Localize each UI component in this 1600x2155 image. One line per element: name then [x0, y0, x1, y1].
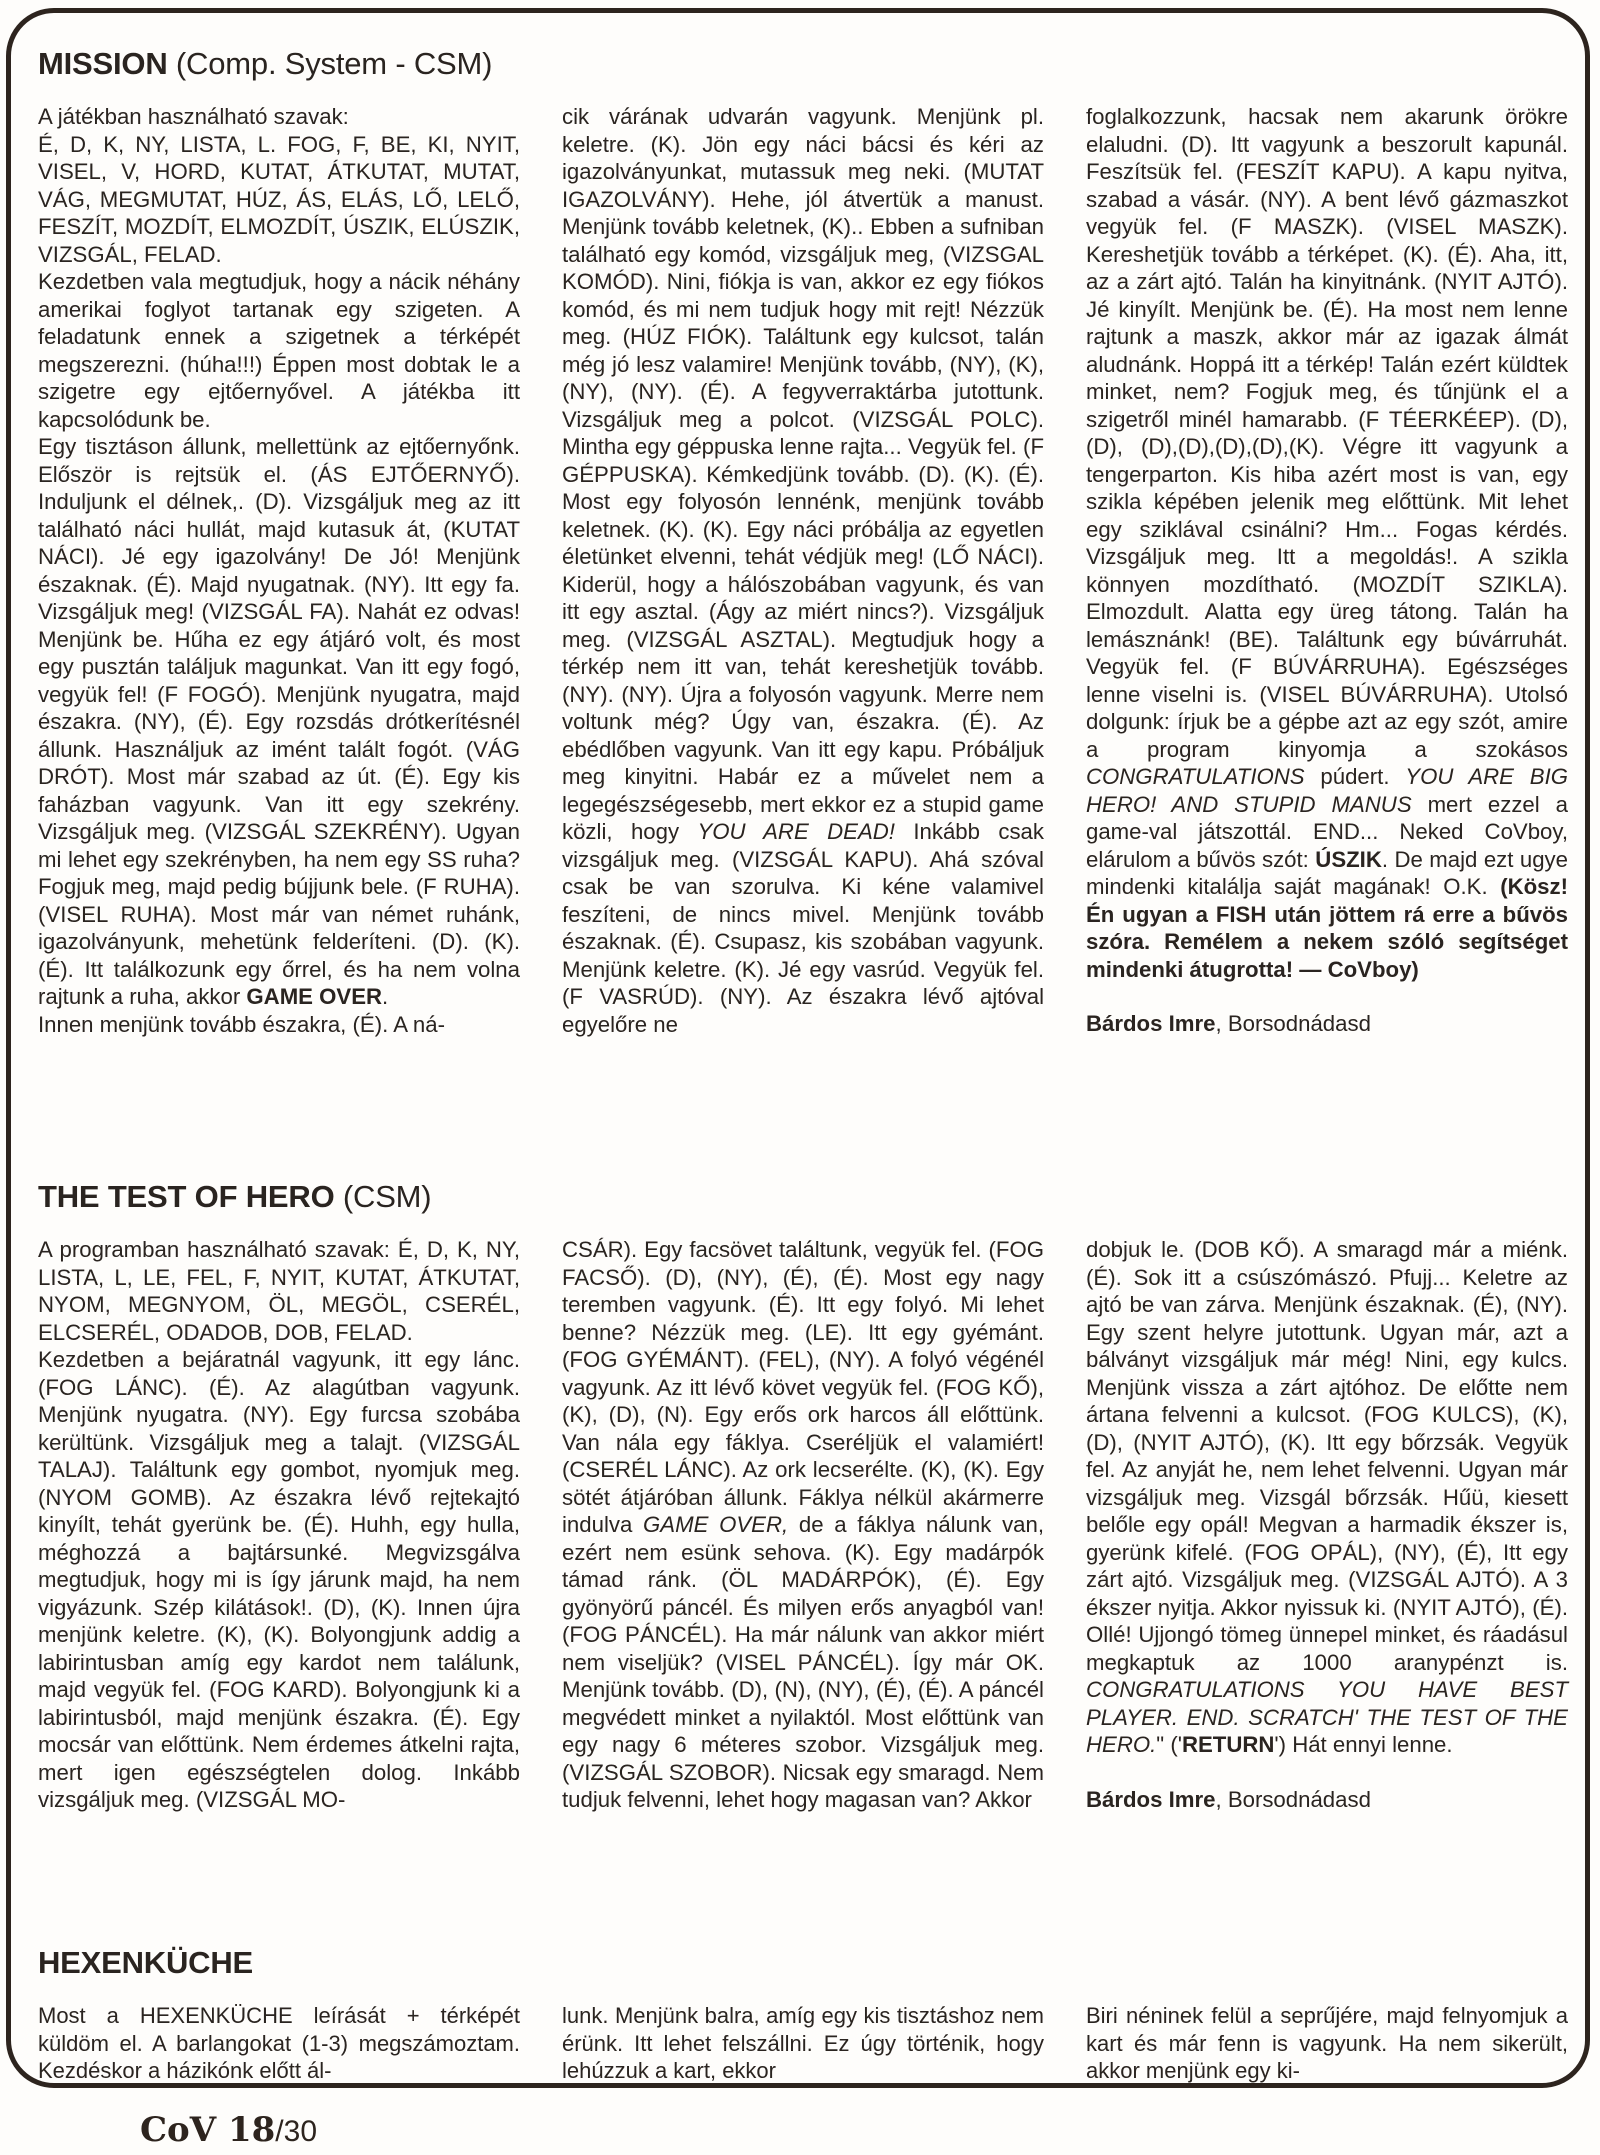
- column-2: [562, 103, 1044, 1038]
- article-columns: [38, 103, 1568, 1038]
- paragraph: cik várának udvarán vagyunk. Menjünk pl. keletre. (K). Jön egy náci bácsi és kéri az igazolványunkat, mutassuk meg neki. (MUTAT IGAZOLVÁNY). Hehe, jól átvertük a manust. Menjünk tovább keletnek, (K).. Ebben a sufniban található egy komód, vizsgáljuk meg, (VIZSGAL KOMÓD). Nini, fiókja is van, akkor ez egy fiókos komód, és mi nem tudjuk hogy mit rejt! Nézzük meg. (HÚZ FIÓK). Találtunk egy kulcsot, talán még jó lesz valamire! Menjünk tovább, (NY), (K), (NY), (NY). (É). A fegyverraktárba jutottunk. Vizsgáljuk meg a polcot. (VIZSGÁL POLC). Mintha egy géppuska lenne rajta... Vegyük fel. (F GÉPPUSKA). Kémkedjünk tovább. (D). (K). (É). Most egy folyosón lennénk, menjünk tovább keletnek. (K). (K). Egy náci próbálja az egyetlen életünket elvenni, tehát védjük meg! (LŐ NÁCI). Kiderül, hogy a hálószobában vagyunk, és van itt egy asztal. (Ágy az miért nincs?). Vizsgáljuk meg. (VIZSGÁL ASZTAL). Megtudjuk hogy a térkép nem itt van, tehát kereshetjük tovább. (NY). (NY). Újra a folyosón vagyunk. Merre nem voltunk még? Úgy van, északra. (É). Az ebédlőben vagyunk. Van itt egy kapu. Próbáljuk meg kinyitni. Habár ez a művelet nem a legegészségesebb, mert ekkor ez a stupid game közli, hogy YOU ARE DEAD! Inkább csak vizsgáljuk meg. (VIZSGÁL KAPU). Ahá szóval csak be van szorulva. Ki kéne valamivel feszíteni, de nincs mivel. Menjünk tovább északnak. (É). Csupasz, kis szobában vagyunk. Menjünk keletre. (K). Jé egy vasrúd. Vegyük fel. (F VASRÚD). (NY). Az északra lévő ajtóval egyelőre ne: [562, 104, 1044, 1037]
- column-3: [1086, 103, 1568, 1038]
- paragraph: CSÁR). Egy facsövet találtunk, vegyük fel. (FOG FACSŐ). (D), (NY), (É), (É). Most egy nagy teremben vagyunk. (É). Itt egy folyó. Mi lehet benne? Nézzük meg. (LE). Itt egy gyémánt. (FOG GYÉMÁNT). (FEL), (NY). A folyó végénél vagyunk. Az itt lévő követ vegyük fel. (FOG KŐ), (K), (D), (N). Egy erős ork harcos áll előttünk. Van nála egy fáklya. Cseréljük el valamiért! (CSERÉL LÁNC). Az ork lecserélte. (K), (K). Egy sötét átjáróban állunk. Fáklya nélkül akármerre indulva GAME OVER, de a fáklya nálunk van, ezért nem esünk sehova. (K). Egy madárpók támad ránk. (ÖL MADÁRPÓK), (É). Egy gyönyörű páncél. És milyen erős anyagból van! (FOG PÁNCÉL). Ha már nálunk van akkor miért nem viseljük? (VISEL PÁNCÉL). Így már OK. Menjünk tovább. (D), (N), (NY), (É), (É). A páncél megvédett minket a nyilaktól. Most előttünk van egy nagy 6 méteres szobor. Vizsgáljuk meg. (VIZSGÁL SZOBOR). Nicsak egy smaragd. Nem tudjuk felvenni, lehet hogy magasan van? Akkor: [562, 1237, 1045, 1812]
- author-signature: Bárdos Imre, Borsodnádasd: [1086, 1786, 1371, 1812]
- column-2: [562, 2002, 1044, 2085]
- page-number: /30: [275, 2115, 318, 2148]
- paragraph: dobjuk le. (DOB KŐ). A smaragd már a miénk. (É). Sok itt a csúszómászó. Pfujj... Keletre az ajtó be van zárva. Menjünk északnak. (É), (NY). Egy szent helyre jutottunk. Ugyan már, azt a bálványt vizsgáljuk már még! Nini, egy kulcs. Menjünk vissza a zárt ajtóhoz. De előtte nem ártana felvenni a kulcsot. (FOG KULCS), (K), (D), (NYIT AJTÓ), (K). Itt egy bőrzsák. Vegyük fel. Az anyját he, nem lehet felvenni. Ugyan már vizsgáljuk meg. Vizsgál bőrzsák. Hűü, kiesett belőle egy opál! Megvan a harmadik ékszer is, gyerünk kifelé. (FOG OPÁL), (NY), (É), Itt egy zárt ajtó. Vizsgáljuk meg. (VIZSGÁL AJTÓ). A 3 ékszer nyitja. Akkor nyissuk ki. (NYIT AJTÓ), (É). Ollé! Ujjongó tömeg ünnepel minket, és ráadásul megkaptuk az 1000 aranypénzt is. CONGRATULATIONS YOU HAVE BEST PLAYER. END. SCRATCH' THE TEST OF THE HERO." ('RETURN') Hát ennyi lenne.: [1086, 1237, 1568, 1757]
- article-title: MISSION (Comp. System - CSM): [38, 46, 493, 81]
- page-footer: [140, 2110, 317, 2150]
- paragraph: Innen menjünk tovább északra, (É). A ná-: [38, 1011, 446, 1037]
- column-1: [38, 2002, 520, 2085]
- paragraph: A játékban használható szavak:: [38, 104, 349, 129]
- article-hexenkuche: [38, 1944, 1568, 2085]
- paragraph: foglalkozzunk, hacsak nem akarunk örökre elaludni. (D). Itt vagyunk a beszorult kapunál. Feszítsük fel. (FESZÍT KAPU). A kapu nyitva, szabad a vásár. (NY). A bent lévő gázmaszkot vegyük fel. (F MASZK). (VISEL MASZK). Kereshetjük tovább a térképet. (K). (É). Aha, itt, az a zárt ajtó. Talán ha kinyitnánk. (NYIT AJTÓ). Jé kinyílt. Menjünk be. (É). Ha most nem lenne rajtunk a maszk, akkor már az igazak álmát aludnánk. Hoppá itt a térkép! Talán ezért küldtek minket, nem? Fogjuk meg, és tűnjünk el a szigetről minél hamarabb. (F TÉERKÉEP). (D),(D), (D),(D),(D),(D),(K). Végre itt vagyunk a tengerparton. Kis hiba azért most is van, egy szikla képében jelenik meg előttünk. Mit lehet egy sziklával csinálni? Hm... Fogas kérdés. Vizsgáljuk meg. Itt a megoldás!. A szikla könnyen mozdítható. (MOZDÍT SZIKLA). Elmozdult. Alatta egy üreg tátong. Talán ha lemásznánk! (BE). Találtunk egy búvárruhát. Vegyük fel. (F BÚVÁRRUHA). Egészséges lenne viselni is. (VISEL BÚVÁRRUHA). Utolsó dolgunk: írjuk be a gépbe azt az egy szót, amire a program kinyomja a szokásos CONGRATULATIONS púdert. YOU ARE BIG HERO! AND STUPID MANUS mert ezzel a game-val játszottál. END... Neked CoVboy, elárulom a bűvös szót: ÚSZIK. De majd ezt ugye mindenki kitalálja saját magának! O.K. (Kösz! Én ugyan a FISH után jöttem rá erre a bűvös szóra. Remélem a nekem szóló segítséget mindenki átugrotta! — CoVboy): [1086, 104, 1568, 982]
- article-columns: [38, 2002, 1568, 2085]
- paragraph: lunk. Menjünk balra, amíg egy kis tisztáshoz nem érünk. Itt lehet felszállni. Ez úgy történik, hogy lehúzzuk a kart, ekkor: [562, 2003, 1044, 2083]
- paragraph: Biri néninek felül a seprűjére, majd felnyomjuk a kart és már fenn is vagyunk. Ha nem sikerült, akkor menjünk egy ki-: [1086, 2003, 1568, 2083]
- article-columns: [38, 1236, 1568, 1814]
- paragraph: A programban használható szavak: É, D, K, NY, LISTA, L, LE, FEL, F, NYIT, KUTAT, ÁTKUTAT, NYOM, MEGNYOM, ÖL, MEGÖL, CSERÉL, ELCSERÉL, ODADOB, DOB, FELAD.: [38, 1237, 520, 1345]
- article-title: HEXENKÜCHE: [38, 1945, 254, 1980]
- paragraph: Kezdetben vala megtudjuk, hogy a nácik néhány amerikai foglyot tartanak egy szigeten. A feladatunk ennek a szigetnek a térképét megszerezni. (húha!!!) Éppen most dobtak le a szigetre egy ejtőernyővel. A játékba itt kapcsolódunk be.: [38, 269, 520, 432]
- column-3: [1086, 1236, 1568, 1814]
- article-mission: [38, 45, 1568, 1038]
- author-signature: Bárdos Imre, Borsodnádasd: [1086, 1011, 1371, 1036]
- column-2: [562, 1236, 1044, 1814]
- column-3: [1086, 2002, 1568, 2085]
- paragraph: Egy tisztáson állunk, mellettünk az ejtőernyőnk. Először is rejtsük el. (ÁS EJTŐERNYŐ). Induljunk el délnek,. (D). Vizsgáljuk meg az itt található náci hullát, majd kutasuk át, (KUTAT NÁCI). Jé egy igazolvány! De Jó! Menjünk északnak. (É). Majd nyugatnak. (NY). Itt egy fa. Vizsgáljuk meg! (VIZSGÁL FA). Nahát ez odvas! Menjünk be. Hűha ez egy átjáró volt, és most egy pusztán találjuk magunkat. Van itt egy fogó, vegyük fel! (F FOGÓ). Menjünk nyugatra, majd északra. (NY), (É). Egy rozsdás drótkerítésnél állunk. Használjuk az imént talált fogót. (VÁG DRÓT). Most már szabad az út. (É). Egy kis faházban vagyunk. Van itt egy szekrény. Vizsgáljuk meg. (VIZSGÁL SZEKRÉNY). Ugyan mi lehet egy szekrényben, ha nem egy SS ruha? Fogjuk meg, majd pedig bújjunk bele. (F RUHA). (VISEL RUHA). Most már van német ruhánk, igazolványunk, mehetünk felderíteni. (D). (K). (É). Itt találkozunk egy őrrel, és ha nem volna rajtunk a ruha, akkor GAME OVER.: [38, 434, 520, 1009]
- column-1: [38, 1236, 520, 1814]
- article-title: THE TEST OF HERO (CSM): [38, 1179, 432, 1214]
- paragraph: Most a HEXENKÜCHE leírását + térképét küldöm el. A barlangokat (1-3) megszámoztam. Kezdéskor a házikónk előtt ál-: [38, 2003, 520, 2083]
- issue-number: 18: [227, 2110, 276, 2150]
- article-test-of-hero: [38, 1178, 1568, 1814]
- magazine-name: CoV: [140, 2110, 217, 2150]
- paragraph: É, D, K, NY, LISTA, L. FOG, F, BE, KI, NYIT, VISEL, V, HORD, KUTAT, ÁTKUTAT, MUTAT, VÁG, MEGMUTAT, HÚZ, ÁS, ELÁS, LŐ, LELŐ, FESZÍT, MOZDÍT, ELMOZDÍT, ÚSZIK, ELÚSZIK, VIZSGÁL, FELAD.: [38, 131, 520, 267]
- column-1: [38, 103, 520, 1038]
- paragraph: Kezdetben a bejáratnál vagyunk, itt egy lánc. (FOG LÁNC). (É). Az alagútban vagyunk. Menjünk nyugatra. (NY). Egy furcsa szobába kerültünk. Vizsgáljuk meg a talajt. (VIZSGÁL TALAJ). Találtunk egy gombot, nyomjuk meg. (NYOM GOMB). Az északra lévő rejtekajtó kinyílt, tehát gyerünk be. (É). Huhh, egy hulla, méghozzá a bajtársunké. Megvizsgálva megtudjuk, hogy mi is így járunk majd, ha nem vigyázunk. Szép kilátások!. (D), (K). Innen újra menjünk keletre. (K), (K). Bolyongjunk addig a labirintusban amíg egy kardot nem találunk, majd vegyük fel. (FOG KARD). Bolyongjunk ki a labirintusból, majd menjünk északra. (É). Egy mocsár van előttünk. Nem érdemes átkelni rajta, mert igen egészségtelen dolog. Inkább vizsgáljuk meg. (VIZSGÁL MO-: [38, 1347, 520, 1812]
